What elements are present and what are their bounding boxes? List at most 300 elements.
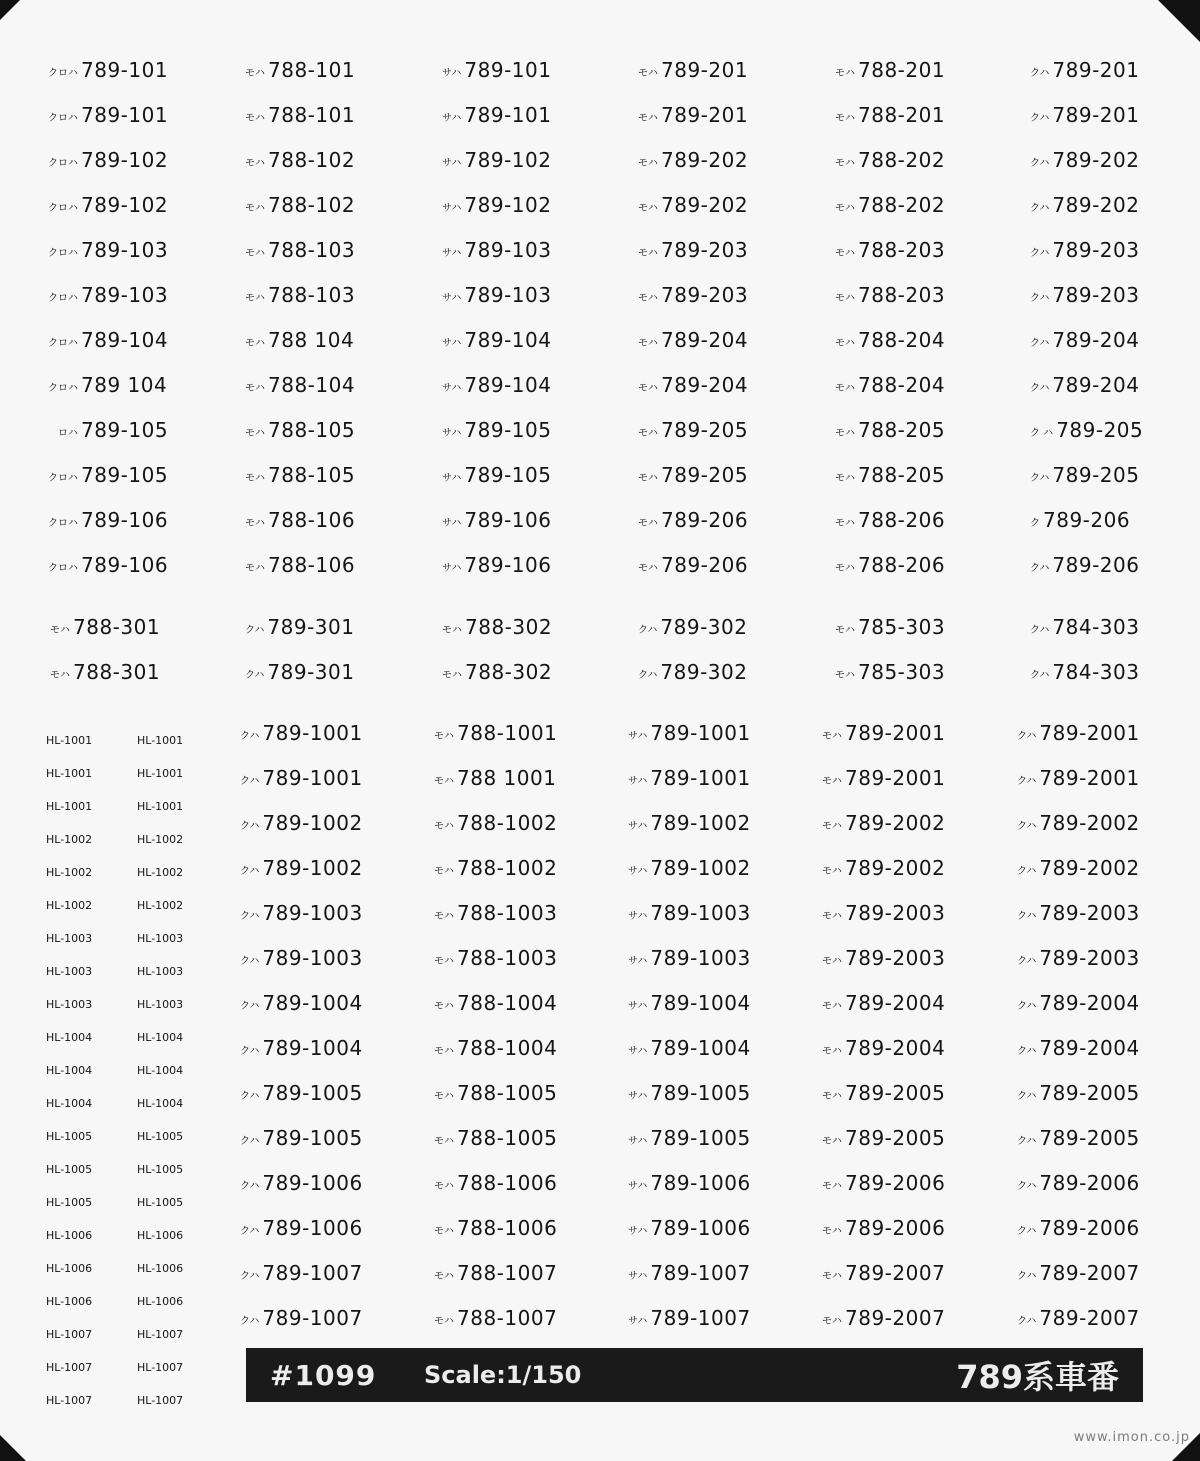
car-number: 789-1007: [262, 1261, 363, 1285]
car-type-prefix: クロハ: [48, 337, 78, 349]
hl-marker: HL-1001: [137, 733, 184, 747]
car-number: 784-303: [1052, 660, 1140, 684]
hl-marker: HL-1004: [137, 1063, 184, 1077]
car-type-prefix: サハ: [628, 910, 648, 922]
car-number: 789-1003: [650, 946, 751, 970]
car-number-plate: [48, 140, 198, 180]
bottom-row: [0, 1073, 1200, 1113]
car-number-plate: [835, 320, 985, 360]
car-number-plate: [240, 803, 420, 843]
car-number-plate: [1030, 230, 1180, 270]
middle-row: [0, 607, 1200, 647]
car-number: 789-106: [81, 508, 169, 532]
hl-marker: HL-1006: [46, 1294, 93, 1308]
car-number-plate: [442, 50, 592, 90]
car-number-plate: [628, 1028, 808, 1068]
car-number: 789-206: [661, 553, 749, 577]
bottom-row: [0, 893, 1200, 933]
hl-marker: HL-1001: [46, 799, 93, 813]
car-number: 789-101: [81, 58, 169, 82]
car-number-plate: [50, 607, 200, 647]
car-number-plate: [434, 1028, 614, 1068]
car-type-prefix: モハ: [822, 1090, 842, 1102]
car-number-plate: [442, 365, 592, 405]
car-type-prefix: モハ: [434, 1000, 454, 1012]
car-type-prefix: モハ: [638, 202, 658, 214]
car-number-plate: [442, 545, 592, 585]
top-row: [0, 500, 1200, 540]
car-number: 789-105: [464, 463, 552, 487]
car-number: 789-2005: [845, 1126, 946, 1150]
top-row: [0, 185, 1200, 225]
car-number: 789-1006: [262, 1216, 363, 1240]
hl-marker: HL-1003: [46, 964, 93, 978]
car-number-plate: [822, 1208, 1002, 1248]
bottom-row: [0, 1163, 1200, 1203]
car-number-plate: [48, 230, 198, 270]
car-number-plate: [835, 230, 985, 270]
car-number: 788-203: [858, 238, 946, 262]
car-number: 789-1003: [262, 901, 363, 925]
car-type-prefix: モハ: [434, 1090, 454, 1102]
car-type-prefix: モハ: [442, 669, 462, 681]
car-number-plate: [48, 545, 198, 585]
car-type-prefix: クハ: [1017, 1135, 1037, 1147]
car-number: 789-2003: [845, 946, 946, 970]
car-type-prefix: クハ: [240, 955, 260, 967]
car-number-plate: [1017, 893, 1197, 933]
car-number: 789 104: [81, 373, 168, 397]
car-type-prefix: サハ: [442, 472, 462, 484]
car-number-plate: [442, 230, 592, 270]
car-number: 788-103: [268, 238, 356, 262]
hl-marker: HL-1003: [137, 964, 184, 978]
car-type-prefix: モハ: [835, 337, 855, 349]
car-type-prefix: モハ: [434, 730, 454, 742]
car-number-plate: [434, 1253, 614, 1293]
car-number-plate: [1017, 848, 1197, 888]
car-number-plate: [1030, 545, 1180, 585]
car-type-prefix: クハ: [245, 624, 265, 636]
car-number-plate: [245, 410, 395, 450]
car-number-plate: [1017, 983, 1197, 1023]
car-type-prefix: クハ: [1017, 820, 1037, 832]
car-number-plate: [434, 803, 614, 843]
car-number-plate: [835, 95, 985, 135]
car-type-prefix: モハ: [638, 112, 658, 124]
hl-marker: HL-1003: [137, 931, 184, 945]
car-type-prefix: クハ: [1017, 775, 1037, 787]
car-number: 789-104: [464, 373, 552, 397]
car-number: 789-2004: [1039, 991, 1140, 1015]
car-number: 789-101: [464, 58, 552, 82]
car-type-prefix: モハ: [835, 427, 855, 439]
car-number-plate: [638, 230, 788, 270]
product-footer-bar: [246, 1348, 1143, 1402]
car-number: 788-301: [73, 660, 161, 684]
car-number: 788-1004: [457, 991, 558, 1015]
car-type-prefix: モハ: [638, 247, 658, 259]
car-number-plate: [434, 1163, 614, 1203]
car-number: 789-2001: [845, 766, 946, 790]
car-number: 788-106: [268, 553, 356, 577]
car-type-prefix: サハ: [442, 427, 462, 439]
car-number: 788-1004: [457, 1036, 558, 1060]
car-type-prefix: クハ: [1017, 1315, 1037, 1327]
car-number-plate: [434, 983, 614, 1023]
car-number: 789-2004: [845, 1036, 946, 1060]
car-type-prefix: サハ: [442, 562, 462, 574]
car-number: 788-1006: [457, 1171, 558, 1195]
car-number-plate: [48, 500, 198, 540]
car-type-prefix: サハ: [442, 247, 462, 259]
hl-marker: HL-1004: [46, 1063, 93, 1077]
car-type-prefix: クハ: [240, 1315, 260, 1327]
car-number: 789-2007: [1039, 1306, 1140, 1330]
car-number-plate: [434, 1208, 614, 1248]
car-type-prefix: モハ: [835, 382, 855, 394]
car-number-plate: [835, 410, 985, 450]
car-number: 789-203: [1052, 283, 1140, 307]
car-number-plate: [442, 607, 592, 647]
car-number-plate: [1030, 652, 1180, 692]
hl-marker: HL-1003: [46, 997, 93, 1011]
car-number-plate: [638, 320, 788, 360]
car-type-prefix: クハ: [1030, 669, 1050, 681]
hl-marker: HL-1006: [137, 1228, 184, 1242]
corner-mount-bottom-left: [0, 1435, 26, 1461]
car-type-prefix: クロハ: [48, 67, 78, 79]
car-number-plate: [1017, 1118, 1197, 1158]
car-type-prefix: モハ: [638, 427, 658, 439]
car-number-plate: [442, 185, 592, 225]
car-type-prefix: モハ: [835, 247, 855, 259]
car-type-prefix: モハ: [245, 292, 265, 304]
car-type-prefix: クハ: [240, 1000, 260, 1012]
top-row: [0, 545, 1200, 585]
car-number: 789-2005: [845, 1081, 946, 1105]
car-number: 789-105: [81, 418, 169, 442]
car-number: 788-102: [268, 193, 356, 217]
car-type-prefix: クロハ: [48, 382, 78, 394]
hl-marker: HL-1007: [46, 1360, 93, 1374]
car-number-plate: [1030, 500, 1180, 540]
car-number: 789-203: [661, 238, 749, 262]
car-number: 788-204: [858, 373, 946, 397]
car-number: 788-202: [858, 193, 946, 217]
car-number: 788-102: [268, 148, 356, 172]
car-number-plate: [1017, 1028, 1197, 1068]
bottom-row: [0, 758, 1200, 798]
car-type-prefix: クロハ: [48, 562, 78, 574]
car-number-plate: [245, 50, 395, 90]
hl-marker: HL-1006: [137, 1261, 184, 1275]
car-number: 789-205: [1052, 463, 1140, 487]
car-type-prefix: クハ: [1030, 382, 1050, 394]
car-type-prefix: クロハ: [48, 517, 78, 529]
car-type-prefix: クハ: [240, 1045, 260, 1057]
car-type-prefix: クハ: [240, 1225, 260, 1237]
car-number: 789-1002: [650, 856, 751, 880]
car-number-plate: [822, 893, 1002, 933]
car-number-plate: [822, 1253, 1002, 1293]
car-number: 789-205: [661, 463, 749, 487]
car-type-prefix: モハ: [822, 1045, 842, 1057]
car-type-prefix: サハ: [628, 1270, 648, 1282]
car-number-plate: [822, 1298, 1002, 1338]
car-type-prefix: モハ: [245, 247, 265, 259]
bottom-row: [0, 713, 1200, 753]
car-number: 789-106: [464, 553, 552, 577]
top-row: [0, 275, 1200, 315]
car-number: 788-201: [858, 103, 946, 127]
car-type-prefix: サハ: [442, 337, 462, 349]
car-number: 789-202: [661, 148, 749, 172]
car-number-plate: [48, 365, 198, 405]
car-number: 785-303: [858, 615, 946, 639]
car-number-plate: [48, 320, 198, 360]
hl-marker: HL-1006: [46, 1228, 93, 1242]
car-number: 788-101: [268, 103, 356, 127]
car-type-prefix: クハ: [1017, 1090, 1037, 1102]
hl-marker: HL-1005: [137, 1129, 184, 1143]
car-number-plate: [638, 140, 788, 180]
car-number: 789-1001: [650, 721, 751, 745]
car-number-plate: [835, 652, 985, 692]
car-type-prefix: モハ: [835, 669, 855, 681]
car-number-plate: [628, 1253, 808, 1293]
car-number: 789-202: [1052, 193, 1140, 217]
car-type-prefix: クロハ: [48, 202, 78, 214]
car-type-prefix: モハ: [434, 1135, 454, 1147]
car-number-plate: [822, 713, 1002, 753]
car-number-plate: [1017, 1163, 1197, 1203]
car-type-prefix: サハ: [628, 1135, 648, 1147]
hl-marker: HL-1002: [137, 865, 184, 879]
car-type-prefix: クハ: [1017, 1270, 1037, 1282]
car-number: 789-101: [464, 103, 552, 127]
corner-mount-top-right: [1158, 0, 1200, 42]
bottom-row: [0, 1118, 1200, 1158]
car-number: 789-102: [464, 148, 552, 172]
car-number-plate: [628, 1208, 808, 1248]
hl-marker: HL-1004: [46, 1030, 93, 1044]
hl-marker: HL-1001: [137, 799, 184, 813]
hl-marker: HL-1004: [137, 1030, 184, 1044]
car-type-prefix: サハ: [442, 517, 462, 529]
product-code: #1099: [270, 1358, 377, 1392]
car-type-prefix: モハ: [835, 67, 855, 79]
car-type-prefix: クロハ: [48, 292, 78, 304]
car-number-plate: [835, 50, 985, 90]
car-number: 789-2002: [1039, 856, 1140, 880]
car-number-plate: [835, 140, 985, 180]
car-type-prefix: クロハ: [48, 247, 78, 259]
car-number-plate: [240, 1118, 420, 1158]
car-number: 788-203: [858, 283, 946, 307]
top-row: [0, 95, 1200, 135]
car-number: 788-205: [858, 463, 946, 487]
scale-label: Scale:1/150: [424, 1361, 582, 1389]
car-number-plate: [638, 50, 788, 90]
car-type-prefix: モハ: [822, 820, 842, 832]
car-number: 789-302: [660, 660, 748, 684]
car-number-plate: [50, 652, 200, 692]
car-type-prefix: モハ: [835, 517, 855, 529]
product-title: 789系車番: [956, 1358, 1119, 1396]
car-number-plate: [240, 938, 420, 978]
car-number-plate: [822, 983, 1002, 1023]
car-number-plate: [48, 185, 198, 225]
car-number-plate: [835, 500, 985, 540]
car-type-prefix: モハ: [822, 775, 842, 787]
car-type-prefix: クハ: [240, 865, 260, 877]
car-number-plate: [48, 95, 198, 135]
car-number-plate: [1017, 1298, 1197, 1338]
top-row: [0, 320, 1200, 360]
car-number: 788-1005: [457, 1126, 558, 1150]
car-number-plate: [1030, 410, 1180, 450]
car-number-plate: [1030, 320, 1180, 360]
car-number-plate: [434, 893, 614, 933]
car-number-plate: [245, 185, 395, 225]
car-type-prefix: モハ: [434, 1315, 454, 1327]
car-number: 789-102: [81, 148, 169, 172]
car-number: 789-1001: [262, 721, 363, 745]
car-type-prefix: サハ: [442, 157, 462, 169]
hl-marker: HL-1007: [137, 1360, 184, 1374]
car-number: 789-2006: [845, 1171, 946, 1195]
car-type-prefix: モハ: [822, 730, 842, 742]
top-row: [0, 230, 1200, 270]
car-number-plate: [240, 1073, 420, 1113]
bottom-row: [0, 983, 1200, 1023]
hl-marker: HL-1002: [46, 832, 93, 846]
hl-marker: HL-1007: [46, 1327, 93, 1341]
car-number-plate: [1017, 1253, 1197, 1293]
car-number: 789-1004: [262, 1036, 363, 1060]
car-type-prefix: モハ: [245, 517, 265, 529]
car-number-plate: [822, 803, 1002, 843]
car-number: 789-201: [1052, 103, 1140, 127]
car-number: 788-105: [268, 418, 356, 442]
car-number: 788-302: [465, 660, 553, 684]
car-type-prefix: モハ: [245, 157, 265, 169]
car-type-prefix: クハ: [240, 730, 260, 742]
car-number-plate: [628, 803, 808, 843]
car-number-plate: [434, 713, 614, 753]
car-number-plate: [245, 652, 395, 692]
car-number-plate: [628, 938, 808, 978]
car-number: 789-206: [1052, 553, 1140, 577]
watermark-url: www.imon.co.jp: [1073, 1430, 1190, 1445]
car-type-prefix: モハ: [835, 472, 855, 484]
car-number: 789-301: [267, 660, 355, 684]
car-number: 789-2007: [845, 1306, 946, 1330]
car-number-plate: [245, 95, 395, 135]
car-number: 789-202: [661, 193, 749, 217]
car-type-prefix: モハ: [835, 292, 855, 304]
car-number: 789-1006: [262, 1171, 363, 1195]
car-number-plate: [442, 95, 592, 135]
car-number: 789-102: [81, 193, 169, 217]
car-number-plate: [835, 275, 985, 315]
car-type-prefix: モハ: [822, 955, 842, 967]
hl-marker: HL-1005: [137, 1162, 184, 1176]
car-number-plate: [434, 848, 614, 888]
car-number: 788-1003: [457, 946, 558, 970]
car-type-prefix: モハ: [245, 67, 265, 79]
car-type-prefix: クハ: [240, 820, 260, 832]
car-number: 789-1002: [650, 811, 751, 835]
car-type-prefix: モハ: [638, 562, 658, 574]
car-type-prefix: モハ: [822, 910, 842, 922]
car-number: 789-204: [1052, 328, 1140, 352]
car-type-prefix: クハ: [240, 1270, 260, 1282]
car-number-plate: [628, 713, 808, 753]
car-type-prefix: サハ: [628, 1225, 648, 1237]
car-number-plate: [245, 230, 395, 270]
car-number-plate: [1030, 365, 1180, 405]
car-type-prefix: サハ: [442, 112, 462, 124]
car-number-plate: [822, 1163, 1002, 1203]
car-number: 789-2001: [1039, 766, 1140, 790]
car-number-plate: [835, 545, 985, 585]
car-number: 789-103: [464, 238, 552, 262]
car-type-prefix: ク: [1030, 517, 1040, 529]
car-type-prefix: モハ: [434, 775, 454, 787]
car-type-prefix: クハ: [1030, 67, 1050, 79]
car-number-plate: [628, 1073, 808, 1113]
car-type-prefix: モハ: [835, 112, 855, 124]
car-type-prefix: クハ: [638, 669, 658, 681]
car-type-prefix: モハ: [638, 517, 658, 529]
car-number-plate: [434, 1073, 614, 1113]
car-number: 789-1004: [650, 991, 751, 1015]
car-number-plate: [48, 275, 198, 315]
car-type-prefix: モハ: [638, 67, 658, 79]
car-type-prefix: モハ: [822, 1315, 842, 1327]
car-type-prefix: モハ: [434, 1225, 454, 1237]
car-number-plate: [822, 938, 1002, 978]
car-number: 789-1007: [650, 1306, 751, 1330]
car-type-prefix: モハ: [822, 865, 842, 877]
car-number: 789-2002: [845, 856, 946, 880]
car-type-prefix: モハ: [835, 157, 855, 169]
hl-marker: HL-1002: [137, 898, 184, 912]
car-number: 789-201: [1052, 58, 1140, 82]
car-number: 789-2006: [1039, 1216, 1140, 1240]
car-type-prefix: モハ: [434, 910, 454, 922]
car-number-plate: [822, 1028, 1002, 1068]
car-number: 789-2002: [1039, 811, 1140, 835]
car-number: 789-103: [81, 283, 169, 307]
car-number-plate: [822, 1073, 1002, 1113]
car-type-prefix: サハ: [628, 1090, 648, 1102]
car-number: 789-1005: [262, 1126, 363, 1150]
hl-marker: HL-1001: [46, 766, 93, 780]
car-number-plate: [434, 758, 614, 798]
car-number-plate: [628, 983, 808, 1023]
car-number: 788-202: [858, 148, 946, 172]
car-type-prefix: クハ: [1017, 1180, 1037, 1192]
hl-marker: HL-1003: [46, 931, 93, 945]
car-number-plate: [240, 1163, 420, 1203]
car-number: 789-1004: [262, 991, 363, 1015]
car-type-prefix: モハ: [835, 562, 855, 574]
car-type-prefix: サハ: [628, 1000, 648, 1012]
hl-marker: HL-1004: [46, 1096, 93, 1110]
